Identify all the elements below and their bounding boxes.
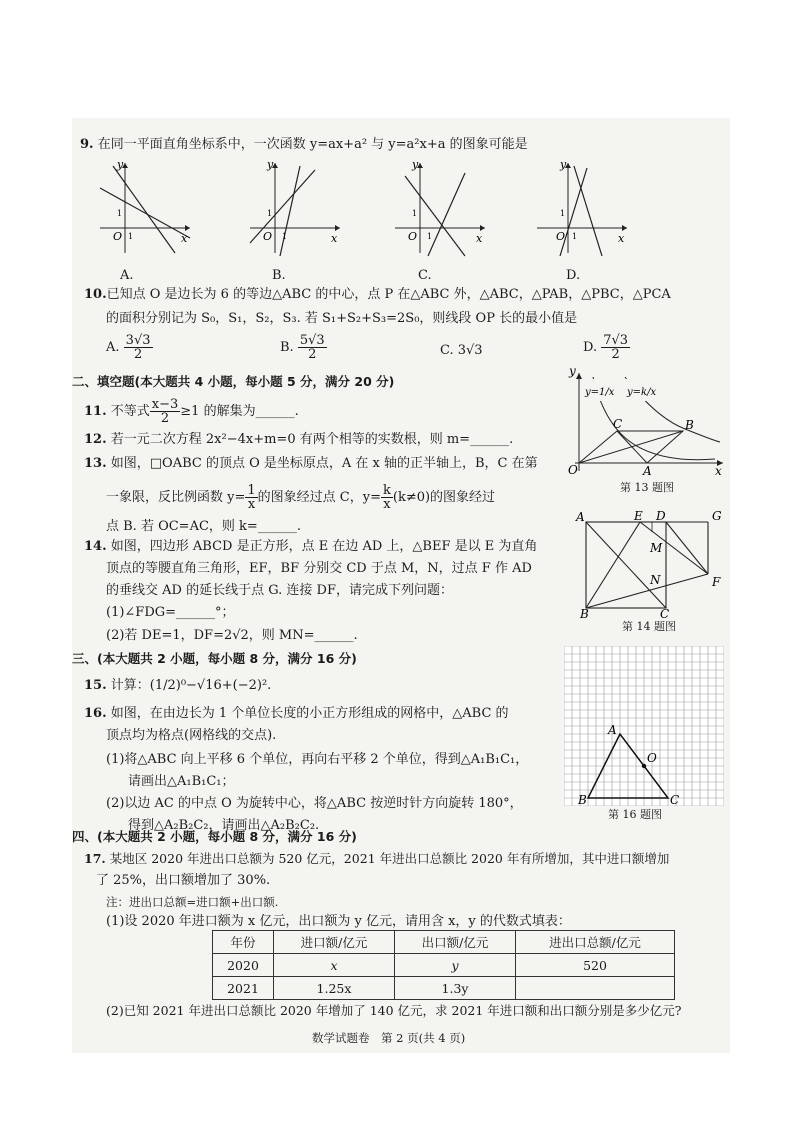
svg-text:B: B <box>578 793 587 806</box>
q13-line3: 点 B. 若 OC=AC，则 k=______. <box>106 519 301 534</box>
table-header-cell: 进出口总额/亿元 <box>516 931 675 954</box>
q9-option-b: B. <box>272 268 286 283</box>
q9-option-d: D. <box>566 268 581 283</box>
q9-graph-a <box>95 158 195 258</box>
svg-text:O: O <box>113 230 123 243</box>
table-cell: 1.3y <box>395 977 516 1000</box>
table-cell: 1.25x <box>274 977 395 1000</box>
table-cell: y <box>395 954 516 977</box>
figure-16-caption: 第 16 题图 <box>608 808 662 821</box>
svg-text:1: 1 <box>128 232 134 241</box>
svg-text:1: 1 <box>572 232 578 241</box>
page-footer: 数学试题卷 第 2 页(共 4 页) <box>312 1031 466 1045</box>
svg-text:M: M <box>650 541 663 555</box>
q16-line1: 16. 如图，在由边长为 1 个单位长度的小正方形组成的网格中，△ABC 的 <box>84 706 509 721</box>
svg-text:C: C <box>670 793 680 806</box>
svg-text:y: y <box>267 158 274 171</box>
svg-text:x: x <box>331 232 338 245</box>
q16-sub2a: (2)以边 AC 的中点 O 为旋转中心，将△ABC 按逆时针方向旋转 180°， <box>106 796 523 811</box>
svg-text:G: G <box>712 510 722 523</box>
svg-text:C: C <box>660 607 670 620</box>
table-row <box>213 977 675 1000</box>
q17-line1: 17. 某地区 2020 年进出口总额为 520 亿元，2021 年进出口总额比 2020 年有所增加，其中进口额增加 <box>84 851 670 866</box>
q14-line2: 顶点的等腰直角三角形，EF，BF 分别交 CD 于点 M，N，过点 F 作 AD <box>106 561 532 576</box>
q15-text: 15. 计算：(1/2)⁰−√16+(−2)². <box>84 678 272 693</box>
svg-text:1: 1 <box>117 209 123 218</box>
q17-table <box>212 930 675 1000</box>
table-header-row <box>213 931 675 954</box>
q10-option-d: D. $\frac{7√3}{2}$ <box>583 333 629 362</box>
q14-sub2: (2)若 DE=1，DF=2√2，则 MN=______. <box>106 628 358 643</box>
svg-text:1: 1 <box>267 209 273 218</box>
svg-text:1: 1 <box>282 232 288 241</box>
table-header-cell: 年份 <box>213 931 274 954</box>
svg-text:x: x <box>715 464 722 477</box>
q12-text: 12. 若一元二次方程 2x²−4x+m=0 有两个相等的实数根，则 m=______. <box>84 432 514 447</box>
svg-text:D: D <box>656 510 666 523</box>
q17-line2: 了 25%，出口额增加了 30%. <box>96 873 271 888</box>
table-cell: 520 <box>516 954 675 977</box>
q16-sub1b: 请画出△A₁B₁C₁； <box>128 774 235 789</box>
q13-line2: 一象限，反比例函数 y= $\frac{1}{x}$ 的图象经过点 C，y= $\frac{k}{x}$ (k≠0)的图象经过 <box>106 483 496 512</box>
table-cell <box>516 977 675 1000</box>
svg-text:1: 1 <box>560 209 566 218</box>
svg-text:B: B <box>580 607 589 620</box>
q9-text: 9. 在同一平面直角坐标系中，一次函数 y=ax+a² 与 y=a²x+a 的图象可能是 <box>80 137 528 152</box>
q14-sub1: (1)∠FDG=______°； <box>106 605 235 620</box>
svg-text:O: O <box>568 463 578 477</box>
svg-text:y: y <box>412 158 419 171</box>
q16-sub1a: (1)将△ABC 向上平移 6 个单位，再向右平移 2 个单位，得到△A₁B₁C₁， <box>106 752 529 767</box>
q9-graph-b <box>245 158 345 258</box>
svg-text:x: x <box>476 232 483 245</box>
figure-16-grid <box>564 646 724 806</box>
svg-text:N: N <box>650 573 661 587</box>
svg-text:A: A <box>608 723 617 737</box>
q10-option-c: C. 3√3 <box>440 343 483 358</box>
q13-line1: 13. 如图，□OABC 的顶点 O 是坐标原点，A 在 x 轴的正半轴上，B，C 在第 <box>84 456 538 471</box>
section-4-heading: 四、(本大题共 2 小题，每小题 8 分，满分 16 分) <box>72 829 357 844</box>
svg-text:B: B <box>685 418 694 432</box>
svg-text:y=k/x: y=k/x <box>627 387 657 398</box>
figure-14 <box>572 510 732 620</box>
q14-line1: 14. 如图，四边形 ABCD 是正方形，点 E 在边 AD 上，△BEF 是以 E 为直角 <box>84 539 538 554</box>
q16-line2: 顶点均为格点(网格线的交点). <box>106 728 277 743</box>
q9-graph-d <box>532 158 632 258</box>
table-cell: x <box>274 954 395 977</box>
q10-option-a: A. $\frac{3√3}{2}$ <box>106 333 151 362</box>
q11-text: 11. 不等式 $\frac{x-3}{2}$ ≥1 的解集为______. <box>84 397 299 426</box>
figure-13-caption: 第 13 题图 <box>620 481 674 494</box>
q9-graph-c <box>390 158 490 258</box>
svg-text:y: y <box>560 158 567 171</box>
q16-sub2b: 得到△A₂B₂C₂，请画出△A₂B₂C₂. <box>128 818 320 833</box>
table-cell: 2021 <box>213 977 274 1000</box>
table-row <box>213 954 675 977</box>
q17-note: 注：进出口总额=进口额+出口额. <box>106 895 279 909</box>
svg-text:O: O <box>647 751 657 765</box>
svg-text:1: 1 <box>412 209 418 218</box>
table-header-cell: 进口额/亿元 <box>274 931 395 954</box>
svg-text:O: O <box>263 230 273 243</box>
q9-option-c: C. <box>418 268 432 283</box>
svg-text:x: x <box>618 232 625 245</box>
svg-text:y: y <box>117 158 124 171</box>
q9-option-a: A. <box>120 268 134 283</box>
svg-text:A: A <box>576 510 585 524</box>
section-2-heading: 二、填空题(本大题共 4 小题，每小题 5 分，满分 20 分) <box>72 374 395 389</box>
svg-text:y: y <box>569 367 576 378</box>
q10-line2: 的面积分别记为 S₀，S₁，S₂，S₃. 若 S₁+S₂+S₃=2S₀，则线段 OP 长的最小值是 <box>106 311 578 326</box>
svg-text:O: O <box>408 230 418 243</box>
svg-text:F: F <box>712 575 721 589</box>
svg-text:y=1/x: y=1/x <box>585 387 615 398</box>
svg-text:A: A <box>643 464 652 477</box>
table-header-cell: 出口额/亿元 <box>395 931 516 954</box>
figure-14-caption: 第 14 题图 <box>622 620 676 633</box>
q14-line3: 的垂线交 AD 的延长线于点 G. 连接 DF，请完成下列问题： <box>106 583 453 598</box>
q17-sub2: (2)已知 2021 年进出口总额比 2020 年增加了 140 亿元，求 2021 年进口额和出口额分别是多少亿元? <box>106 1003 682 1018</box>
svg-text:x: x <box>181 232 188 245</box>
figure-13 <box>565 367 727 477</box>
q10-line1: 10.已知点 O 是边长为 6 的等边△ABC 的中心，点 P 在△ABC 外，△ABC，△PAB，△PBC，△PCA <box>84 287 671 302</box>
svg-text:C: C <box>613 417 623 431</box>
svg-text:1: 1 <box>427 232 433 241</box>
section-3-heading: 三、(本大题共 2 小题，每小题 8 分，满分 16 分) <box>72 651 357 666</box>
svg-text:E: E <box>634 510 643 523</box>
svg-text:O: O <box>556 230 566 243</box>
table-cell: 2020 <box>213 954 274 977</box>
q10-option-b: B. $\frac{5√3}{2}$ <box>280 333 325 362</box>
q17-sub1: (1)设 2020 年进口额为 x 亿元，出口额为 y 亿元，请用含 x，y 的代数式填表： <box>106 914 571 929</box>
